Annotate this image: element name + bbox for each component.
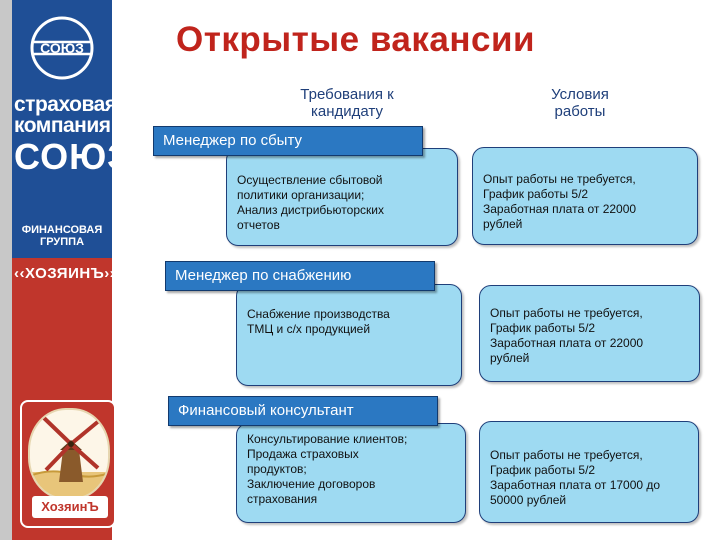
- conditions-header-line2: работы: [554, 103, 606, 120]
- requirement-line: продуктов;: [247, 462, 307, 476]
- fin-group-line1: ФИНАНСОВАЯ: [21, 224, 103, 236]
- requirement-line: Анализ дистрибьюторских: [237, 203, 384, 217]
- left-gray-strip: [0, 0, 12, 540]
- windmill-icon: [30, 410, 110, 500]
- conditions-card-sales-manager: [472, 147, 698, 245]
- requirement-line: страхования: [247, 492, 318, 506]
- position-label-financial-consultant: Финансовый консультант: [168, 396, 438, 426]
- requirement-line: ТМЦ и с/х продукцией: [247, 322, 371, 336]
- requirement-line: Снабжение производства: [247, 307, 390, 321]
- condition-line: Опыт работы не требуется,: [490, 306, 643, 320]
- conditions-card-financial-consultant: [479, 421, 699, 523]
- requirements-card-procurement-manager: [236, 284, 462, 386]
- requirements-header: [262, 86, 432, 120]
- requirement-line: Осуществление сбытовой: [237, 173, 383, 187]
- page-title: Открытые вакансии: [176, 20, 536, 59]
- brand-line-soyuz: СОЮЗ: [14, 136, 131, 177]
- position-label-sales-manager: Менеджер по сбыту: [153, 126, 423, 156]
- requirements-header-line2: кандидату: [311, 103, 383, 120]
- condition-line: рублей: [490, 351, 530, 365]
- requirements-card-sales-manager: [226, 148, 458, 246]
- condition-line: Опыт работы не требуется,: [483, 172, 636, 186]
- condition-line: График работы 5/2: [490, 463, 596, 477]
- condition-line: рублей: [483, 217, 523, 231]
- conditions-header-line1: Условия: [551, 86, 609, 103]
- condition-line: График работы 5/2: [490, 321, 596, 335]
- conditions-card-procurement-manager: [479, 285, 700, 382]
- windmill-emblem: [28, 408, 110, 500]
- brand-line-insurance: страховая: [14, 93, 117, 116]
- condition-line: 50000 рублей: [490, 493, 567, 507]
- condition-line: График работы 5/2: [483, 187, 589, 201]
- requirement-line: отчетов: [237, 218, 280, 232]
- requirement-line: политики организации;: [237, 188, 365, 202]
- hozyain-title: ‹‹ХОЗЯИНЪ››: [14, 265, 116, 282]
- position-label-procurement-manager: Менеджер по снабжению: [165, 261, 435, 291]
- soyuz-logo-icon: [22, 8, 102, 88]
- requirements-header-line1: Требования к: [300, 86, 394, 103]
- fin-group-line2: ГРУППА: [39, 236, 85, 248]
- requirement-line: Заключение договоров: [247, 477, 376, 491]
- requirements-card-financial-consultant: [236, 423, 466, 523]
- condition-line: Заработная плата от 22000: [483, 202, 637, 216]
- brand-line-company: компания: [14, 114, 111, 137]
- financial-group-label: [14, 224, 110, 248]
- requirement-line: Продажа страховых: [247, 447, 359, 461]
- condition-line: Заработная плата от 22000: [490, 336, 644, 350]
- condition-line: Заработная плата от 17000 до: [490, 478, 661, 492]
- hozyain-logo-label: ХозяинЪ: [32, 496, 108, 518]
- requirement-line: Консультирование клиентов;: [247, 432, 408, 446]
- logo-text: СОЮЗ: [40, 40, 84, 56]
- conditions-header: [495, 86, 665, 120]
- condition-line: Опыт работы не требуется,: [490, 448, 643, 462]
